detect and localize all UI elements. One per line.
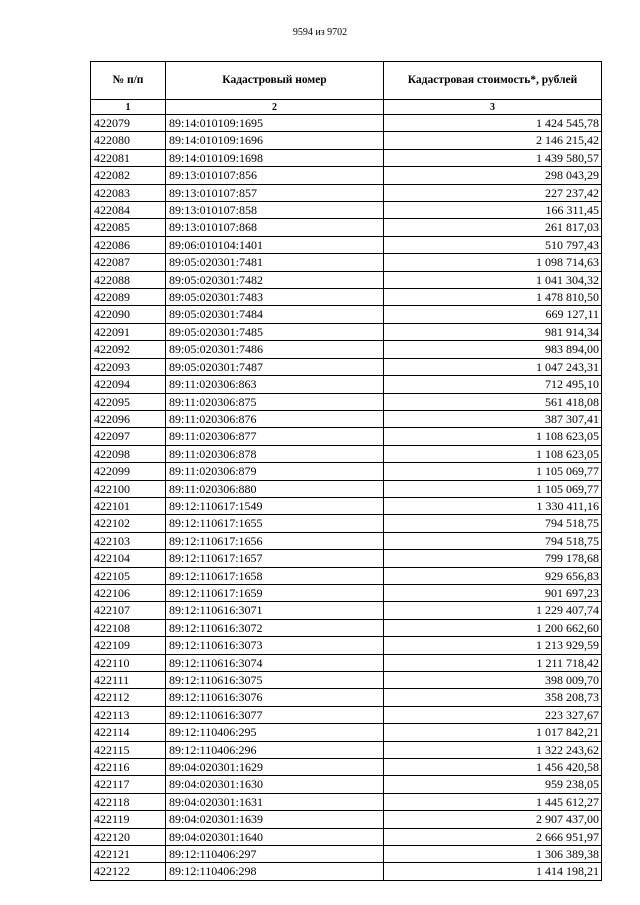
table-row <box>91 550 602 567</box>
cadastral-number-cell: 89:13:010107:857 <box>166 184 384 201</box>
cadastral-number-cell: 89:12:110617:1659 <box>166 584 384 601</box>
table-row <box>91 532 602 549</box>
cadastral-number-cell: 89:11:020306:876 <box>166 410 384 427</box>
row-number-cell: 422122 <box>91 863 166 880</box>
table-row <box>91 584 602 601</box>
row-number-cell: 422094 <box>91 376 166 393</box>
row-number-cell: 422081 <box>91 149 166 166</box>
cadastral-value-cell: 981 914,34 <box>384 323 602 340</box>
row-number-cell: 422096 <box>91 410 166 427</box>
cadastral-value-cell: 1 105 069,77 <box>384 463 602 480</box>
cadastral-value-cell: 1 098 714,63 <box>384 254 602 271</box>
cadastral-number-cell: 89:12:110406:297 <box>166 846 384 863</box>
cadastral-value-cell: 1 108 623,05 <box>384 445 602 462</box>
column-number-1: 1 <box>91 100 166 115</box>
table-row <box>91 515 602 532</box>
cadastral-number-cell: 89:05:020301:7485 <box>166 323 384 340</box>
cadastral-number-cell: 89:05:020301:7483 <box>166 289 384 306</box>
cadastral-value-cell: 1 456 420,58 <box>384 759 602 776</box>
cadastral-value-cell: 358 208,73 <box>384 689 602 706</box>
cadastral-number-cell: 89:04:020301:1639 <box>166 811 384 828</box>
cadastral-number-cell: 89:12:110406:296 <box>166 741 384 758</box>
row-number-cell: 422089 <box>91 289 166 306</box>
cadastral-value-cell: 510 797,43 <box>384 236 602 253</box>
table-row <box>91 254 602 271</box>
table-row <box>91 358 602 375</box>
table-row <box>91 271 602 288</box>
table-row <box>91 776 602 793</box>
cadastral-number-cell: 89:14:010109:1698 <box>166 149 384 166</box>
table-row <box>91 428 602 445</box>
table-row <box>91 672 602 689</box>
table-row <box>91 445 602 462</box>
cadastral-number-cell: 89:12:110616:3072 <box>166 619 384 636</box>
row-number-cell: 422095 <box>91 393 166 410</box>
row-number-cell: 422079 <box>91 115 166 132</box>
cadastral-value-cell: 1 424 545,78 <box>384 115 602 132</box>
table-row <box>91 202 602 219</box>
cadastral-number-cell: 89:12:110616:3071 <box>166 602 384 619</box>
cadastral-value-cell: 1 330 411,16 <box>384 497 602 514</box>
cadastral-number-cell: 89:12:110617:1655 <box>166 515 384 532</box>
table-row <box>91 410 602 427</box>
row-number-cell: 422092 <box>91 341 166 358</box>
row-number-cell: 422120 <box>91 828 166 845</box>
cadastral-number-cell: 89:05:020301:7481 <box>166 254 384 271</box>
cadastral-number-cell: 89:04:020301:1640 <box>166 828 384 845</box>
row-number-cell: 422119 <box>91 811 166 828</box>
table-row <box>91 236 602 253</box>
table-row <box>91 115 602 132</box>
row-number-cell: 422117 <box>91 776 166 793</box>
table-row <box>91 863 602 880</box>
cadastral-number-cell: 89:12:110617:1658 <box>166 567 384 584</box>
cadastral-number-cell: 89:12:110406:295 <box>166 724 384 741</box>
row-number-cell: 422102 <box>91 515 166 532</box>
table-row <box>91 323 602 340</box>
row-number-cell: 422111 <box>91 672 166 689</box>
row-number-cell: 422114 <box>91 724 166 741</box>
cadastral-value-cell: 794 518,75 <box>384 532 602 549</box>
header-cadastral-value: Кадастровая стоимость*, рублей <box>384 62 602 100</box>
row-number-cell: 422082 <box>91 167 166 184</box>
cadastral-value-cell: 1 322 243,62 <box>384 741 602 758</box>
cadastral-value-cell: 794 518,75 <box>384 515 602 532</box>
table-row <box>91 149 602 166</box>
table-row <box>91 567 602 584</box>
row-number-cell: 422088 <box>91 271 166 288</box>
table-row <box>91 132 602 149</box>
cadastral-value-cell: 1 439 580,57 <box>384 149 602 166</box>
cadastral-value-cell: 1 414 198,21 <box>384 863 602 880</box>
column-number-3: 3 <box>384 100 602 115</box>
cadastral-value-cell: 959 238,05 <box>384 776 602 793</box>
cadastral-value-cell: 1 445 612,27 <box>384 793 602 810</box>
cadastral-number-cell: 89:12:110617:1657 <box>166 550 384 567</box>
cadastral-number-cell: 89:13:010107:858 <box>166 202 384 219</box>
cadastral-number-cell: 89:04:020301:1631 <box>166 793 384 810</box>
cadastral-number-cell: 89:13:010107:856 <box>166 167 384 184</box>
cadastral-value-cell: 1 108 623,05 <box>384 428 602 445</box>
cadastral-value-cell: 1 478 810,50 <box>384 289 602 306</box>
cadastral-value-cell: 669 127,11 <box>384 306 602 323</box>
row-number-cell: 422106 <box>91 584 166 601</box>
table-row <box>91 289 602 306</box>
cadastral-number-cell: 89:05:020301:7482 <box>166 271 384 288</box>
row-number-cell: 422087 <box>91 254 166 271</box>
header-row-number: № п/п <box>91 62 166 100</box>
table-row <box>91 602 602 619</box>
cadastral-value-cell: 799 178,68 <box>384 550 602 567</box>
cadastral-number-cell: 89:11:020306:878 <box>166 445 384 462</box>
cadastral-number-cell: 89:06:010104:1401 <box>166 236 384 253</box>
cadastral-value-cell: 929 656,83 <box>384 567 602 584</box>
row-number-cell: 422098 <box>91 445 166 462</box>
cadastral-number-cell: 89:11:020306:877 <box>166 428 384 445</box>
cadastral-number-cell: 89:05:020301:7487 <box>166 358 384 375</box>
cadastral-number-cell: 89:04:020301:1630 <box>166 776 384 793</box>
table-row <box>91 184 602 201</box>
cadastral-number-cell: 89:11:020306:880 <box>166 480 384 497</box>
cadastral-value-cell: 2 907 437,00 <box>384 811 602 828</box>
column-number-2: 2 <box>166 100 384 115</box>
page-number-header: 9594 из 9702 <box>292 27 348 38</box>
table-row <box>91 376 602 393</box>
row-number-cell: 422118 <box>91 793 166 810</box>
cadastral-number-cell: 89:12:110616:3073 <box>166 637 384 654</box>
cadastral-number-cell: 89:05:020301:7484 <box>166 306 384 323</box>
cadastral-value-cell: 2 146 215,42 <box>384 132 602 149</box>
cadastral-value-cell: 1 229 407,74 <box>384 602 602 619</box>
cadastral-number-cell: 89:12:110617:1656 <box>166 532 384 549</box>
row-number-cell: 422107 <box>91 602 166 619</box>
cadastral-number-cell: 89:04:020301:1629 <box>166 759 384 776</box>
cadastral-number-cell: 89:12:110616:3075 <box>166 672 384 689</box>
cadastral-number-cell: 89:12:110406:298 <box>166 863 384 880</box>
row-number-cell: 422109 <box>91 637 166 654</box>
header-cadastral-number: Кадастровый номер <box>166 62 384 100</box>
cadastral-value-cell: 261 817,03 <box>384 219 602 236</box>
table-row <box>91 811 602 828</box>
table-row <box>91 619 602 636</box>
cadastral-number-cell: 89:14:010109:1696 <box>166 132 384 149</box>
cadastral-value-cell: 298 043,29 <box>384 167 602 184</box>
header-row <box>91 62 602 100</box>
table-row <box>91 654 602 671</box>
table-row <box>91 219 602 236</box>
cadastral-value-cell: 901 697,23 <box>384 584 602 601</box>
cadastral-number-cell: 89:11:020306:879 <box>166 463 384 480</box>
row-number-cell: 422090 <box>91 306 166 323</box>
row-number-cell: 422105 <box>91 567 166 584</box>
cadastral-value-cell: 2 666 951,97 <box>384 828 602 845</box>
row-number-cell: 422113 <box>91 706 166 723</box>
cadastral-number-cell: 89:11:020306:875 <box>166 393 384 410</box>
cadastral-number-cell: 89:12:110617:1549 <box>166 497 384 514</box>
table-row <box>91 759 602 776</box>
table-row <box>91 167 602 184</box>
column-number-row <box>91 100 602 115</box>
cadastral-value-cell: 1 211 718,42 <box>384 654 602 671</box>
row-number-cell: 422100 <box>91 480 166 497</box>
cadastral-value-cell: 1 017 842,21 <box>384 724 602 741</box>
cadastral-value-cell: 1 306 389,38 <box>384 846 602 863</box>
cadastral-value-cell: 223 327,67 <box>384 706 602 723</box>
table-row <box>91 637 602 654</box>
row-number-cell: 422093 <box>91 358 166 375</box>
table-row <box>91 480 602 497</box>
row-number-cell: 422104 <box>91 550 166 567</box>
table-row <box>91 846 602 863</box>
cadastral-value-cell: 712 495,10 <box>384 376 602 393</box>
cadastral-value-cell: 983 894,00 <box>384 341 602 358</box>
row-number-cell: 422084 <box>91 202 166 219</box>
cadastral-value-cell: 398 009,70 <box>384 672 602 689</box>
cadastral-number-cell: 89:12:110616:3077 <box>166 706 384 723</box>
cadastral-value-cell: 561 418,08 <box>384 393 602 410</box>
cadastral-value-cell: 1 047 243,31 <box>384 358 602 375</box>
cadastral-value-table <box>90 61 602 881</box>
cadastral-value-cell: 387 307,41 <box>384 410 602 427</box>
table-row <box>91 706 602 723</box>
cadastral-number-cell: 89:12:110616:3074 <box>166 654 384 671</box>
row-number-cell: 422101 <box>91 497 166 514</box>
table-row <box>91 724 602 741</box>
table-row <box>91 828 602 845</box>
cadastral-number-cell: 89:14:010109:1695 <box>166 115 384 132</box>
table-row <box>91 689 602 706</box>
row-number-cell: 422085 <box>91 219 166 236</box>
cadastral-value-cell: 1 041 304,32 <box>384 271 602 288</box>
cadastral-number-cell: 89:12:110616:3076 <box>166 689 384 706</box>
row-number-cell: 422080 <box>91 132 166 149</box>
cadastral-number-cell: 89:11:020306:863 <box>166 376 384 393</box>
cadastral-value-cell: 1 213 929,59 <box>384 637 602 654</box>
table-row <box>91 463 602 480</box>
row-number-cell: 422108 <box>91 619 166 636</box>
cadastral-number-cell: 89:13:010107:868 <box>166 219 384 236</box>
row-number-cell: 422086 <box>91 236 166 253</box>
cadastral-value-cell: 227 237,42 <box>384 184 602 201</box>
cadastral-value-cell: 1 200 662,60 <box>384 619 602 636</box>
row-number-cell: 422121 <box>91 846 166 863</box>
cadastral-value-cell: 166 311,45 <box>384 202 602 219</box>
table-row <box>91 793 602 810</box>
row-number-cell: 422099 <box>91 463 166 480</box>
cadastral-value-cell: 1 105 069,77 <box>384 480 602 497</box>
row-number-cell: 422083 <box>91 184 166 201</box>
row-number-cell: 422115 <box>91 741 166 758</box>
row-number-cell: 422116 <box>91 759 166 776</box>
table-row <box>91 497 602 514</box>
table-row <box>91 341 602 358</box>
row-number-cell: 422103 <box>91 532 166 549</box>
cadastral-number-cell: 89:05:020301:7486 <box>166 341 384 358</box>
row-number-cell: 422112 <box>91 689 166 706</box>
table-row <box>91 306 602 323</box>
table-row <box>91 741 602 758</box>
row-number-cell: 422110 <box>91 654 166 671</box>
row-number-cell: 422097 <box>91 428 166 445</box>
table-row <box>91 393 602 410</box>
row-number-cell: 422091 <box>91 323 166 340</box>
